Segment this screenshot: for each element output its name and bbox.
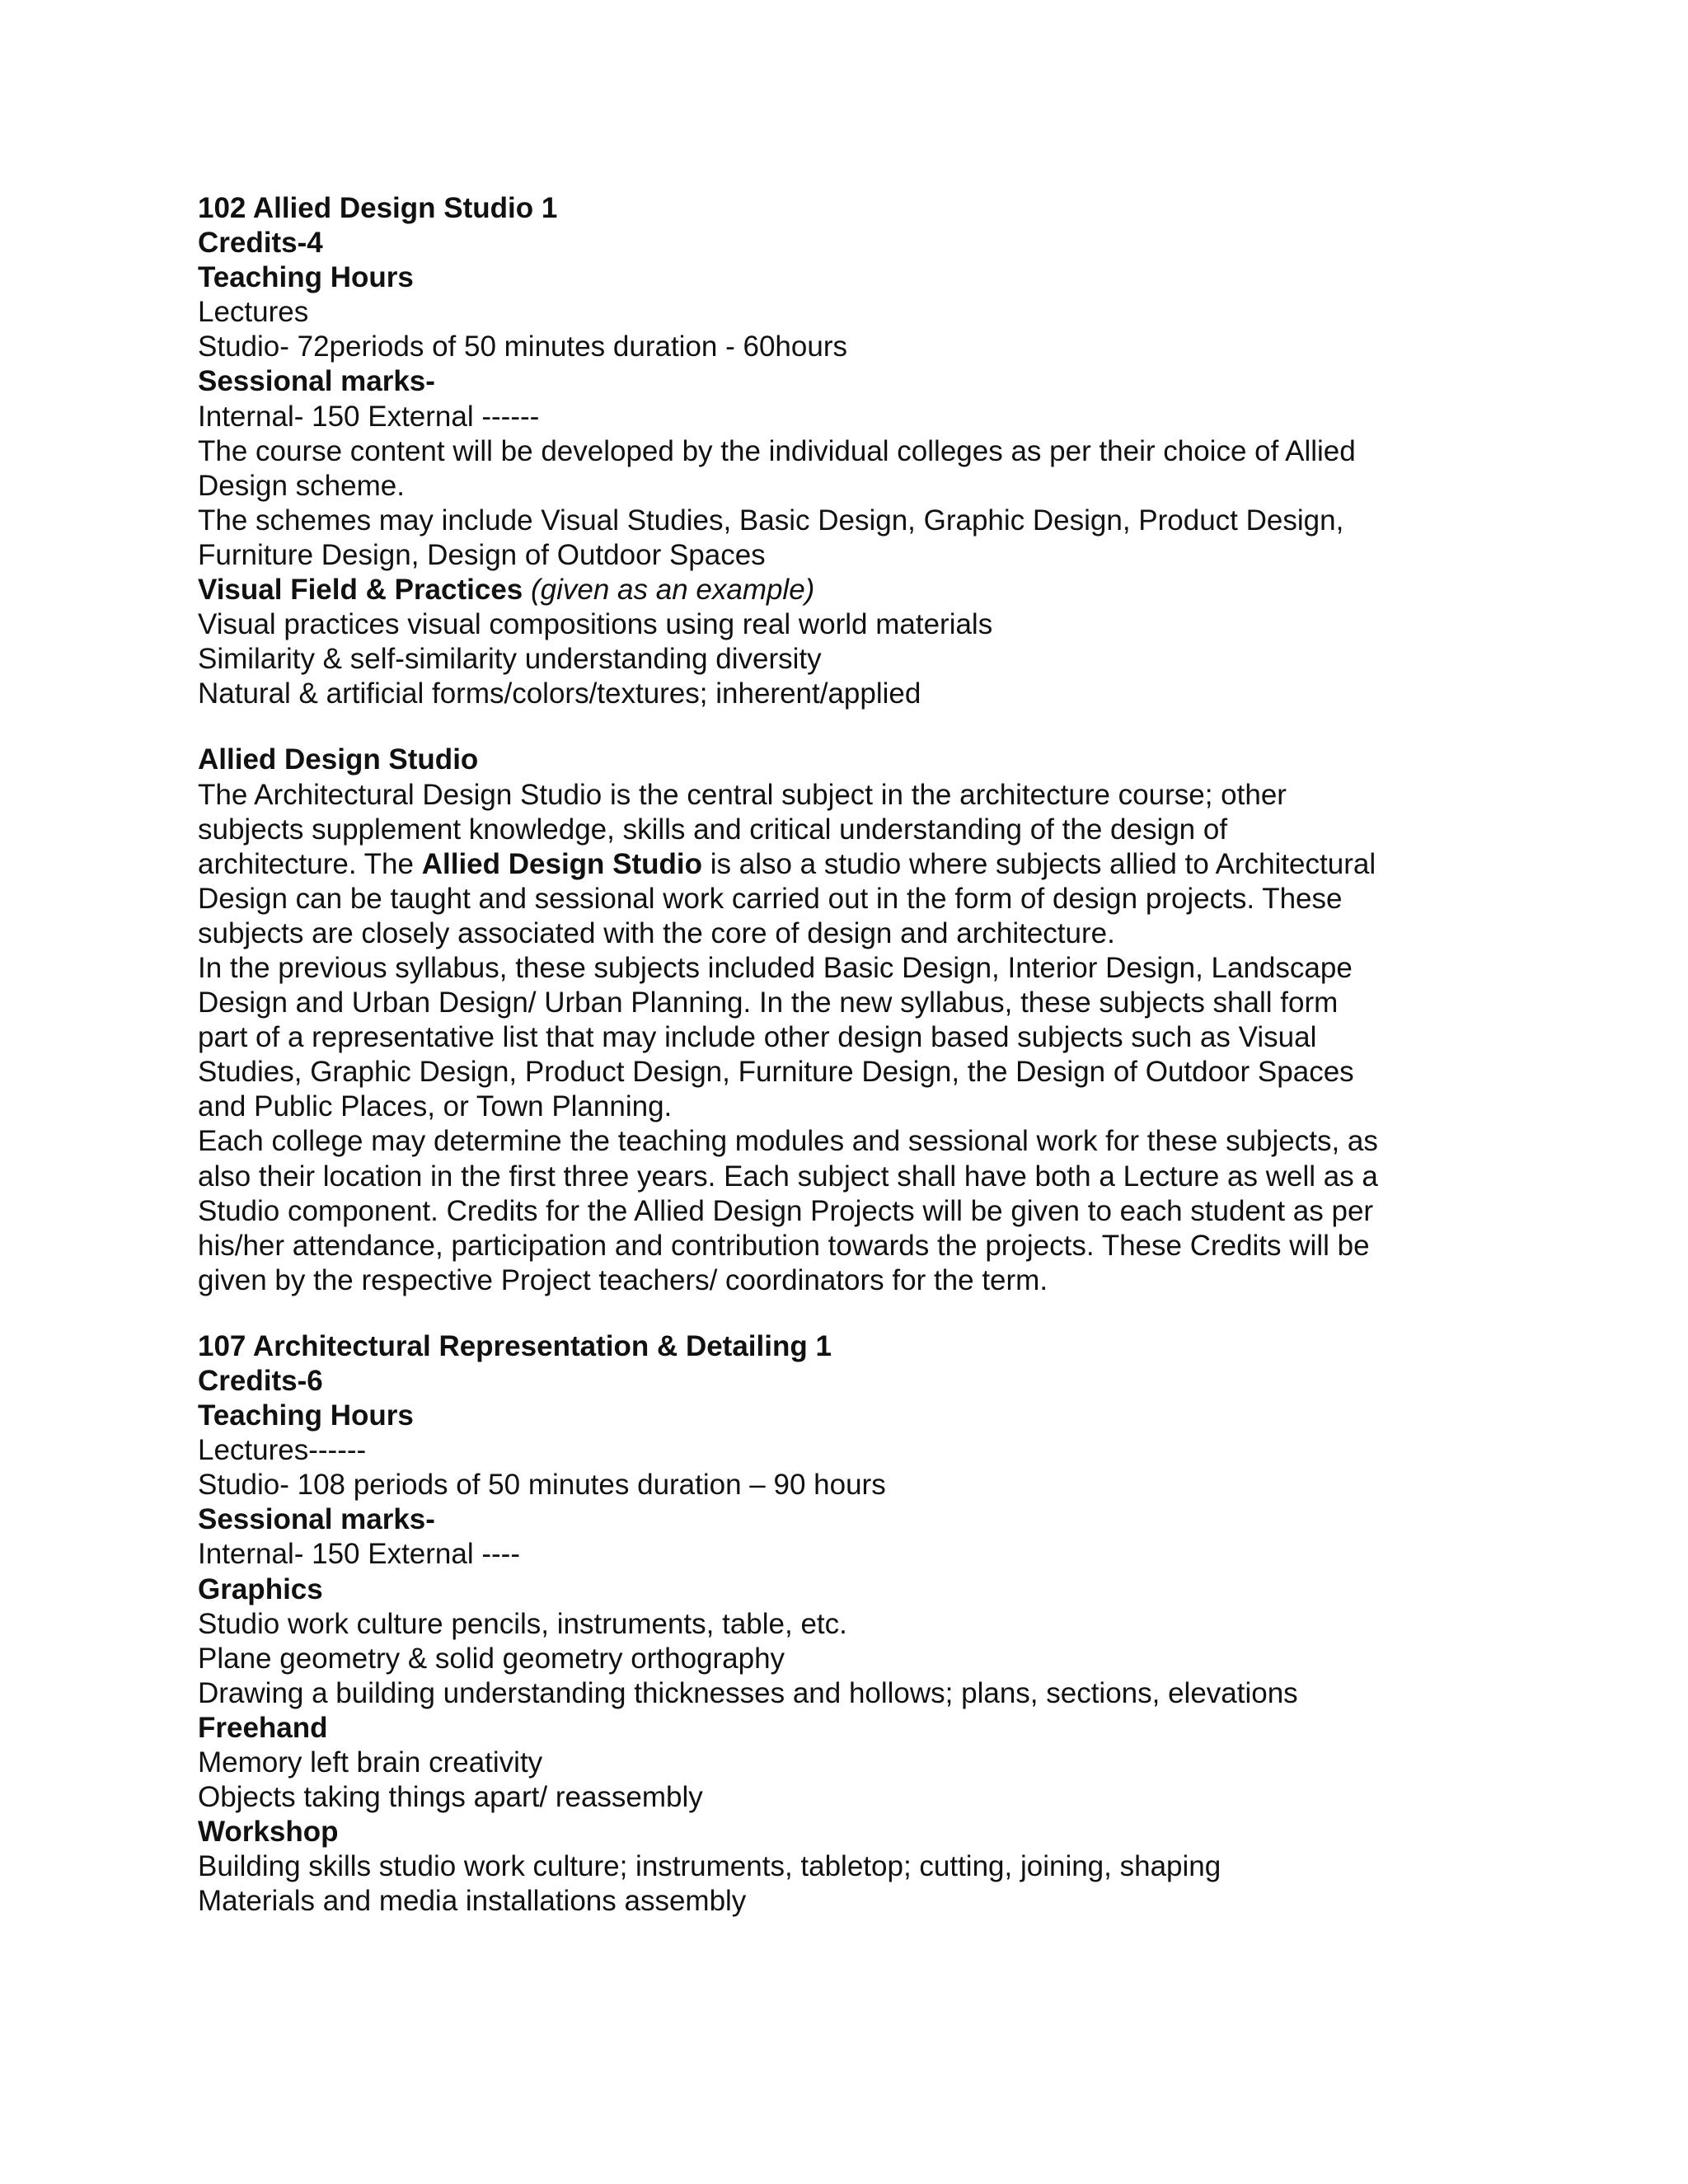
studio-line: Studio- 108 periods of 50 minutes duration – 90 hours [198,1469,886,1502]
paragraph-line: Design can be taught and sessional work carried out in the form of design projects. These [198,882,1343,915]
paragraph-line: Studies, Graphic Design, Product Design, Furniture Design, the Design of Outdoor Spaces [198,1056,1354,1089]
credits-label: Credits-4 [198,227,323,260]
list-item: Materials and media installations assembly [198,1885,747,1918]
list-item: Objects taking things apart/ reassembly [198,1781,703,1814]
paragraph-line: his/her attendance, participation and contribution towards the projects. These Credits will be [198,1229,1370,1262]
internal-external-line: Internal- 150 External ------ [198,400,540,433]
list-item: Similarity & self-similarity understanding diversity [198,643,822,676]
paragraph-line [198,847,1500,882]
workshop-heading: Workshop [198,1816,339,1849]
list-item: Plane geometry & solid geometry orthography [198,1642,785,1675]
paragraph-line: given by the respective Project teachers/ coordinators for the term. [198,1263,1048,1296]
paragraph-text: is also a studio where subjects allied to Architectural [702,847,1376,880]
schemes-text: The schemes may include Visual Studies, Basic Design, Graphic Design, Product Design, [198,504,1344,537]
internal-external-line: Internal- 150 External ---- [198,1538,520,1571]
list-item: Visual practices visual compositions using real world materials [198,608,993,641]
section-102-allied-design-studio [198,191,1500,711]
example-note: (given as an example) [523,574,815,607]
paragraph-line: subjects are closely associated with the core of design and architecture. [198,916,1115,949]
paragraph-line: and Public Places, or Town Planning. [198,1090,673,1123]
studio-line: Studio- 72periods of 50 minutes duration - 60hours [198,330,847,363]
list-item: Memory left brain creativity [198,1746,543,1779]
visual-field-heading: Visual Field & Practices [198,574,523,607]
paragraph-line: part of a representative list that may include other design based subjects such as Visual [198,1021,1317,1054]
paragraph-line: also their location in the first three years. Each subject shall have both a Lecture as well as a [198,1160,1378,1193]
document-page [198,191,1500,1919]
credits-label: Credits-6 [198,1365,323,1397]
sessional-marks-heading: Sessional marks- [198,365,435,398]
sessional-marks-heading: Sessional marks- [198,1503,435,1536]
course-title: 102 Allied Design Studio 1 [198,192,558,224]
list-item: Natural & artificial forms/colors/textures; inherent/applied [198,677,921,710]
schemes-text: Furniture Design, Design of Outdoor Spaces [198,538,766,571]
paragraph-line: The Architectural Design Studio is the central subject in the architecture course; other [198,778,1287,811]
freehand-heading: Freehand [198,1711,328,1744]
section-allied-design-studio [198,743,1500,1298]
teaching-hours-heading: Teaching Hours [198,1399,414,1432]
paragraph-text: architecture. The [198,847,422,880]
paragraph-line: Design and Urban Design/ Urban Planning. In the new syllabus, these subjects shall form [198,987,1339,1019]
teaching-hours-heading: Teaching Hours [198,261,414,294]
emphasis-text: Allied Design Studio [421,847,703,880]
graphics-heading: Graphics [198,1572,323,1605]
paragraph-line: subjects supplement knowledge, skills and critical understanding of the design of [198,813,1228,846]
section-gap [198,711,1500,743]
list-item: Studio work culture pencils, instruments, table, etc. [198,1607,847,1640]
section-heading: Allied Design Studio [198,743,479,776]
section-107-architectural-representation [198,1329,1500,1919]
paragraph-line: Each college may determine the teaching modules and sessional work for these subjects, as [198,1125,1378,1158]
lectures-line: Lectures------ [198,1434,367,1467]
section-gap [198,1298,1500,1329]
list-item: Building skills studio work culture; instruments, tabletop; cutting, joining, shaping [198,1850,1221,1883]
paragraph-line: In the previous syllabus, these subjects included Basic Design, Interior Design, Landscape [198,951,1353,984]
visual-field-line [198,573,1500,607]
content-text: Design scheme. [198,469,405,502]
paragraph-line: Studio component. Credits for the Allied Design Projects will be given to each student as per [198,1194,1374,1227]
course-title: 107 Architectural Representation & Detailing 1 [198,1329,832,1362]
list-item: Drawing a building understanding thicknesses and hollows; plans, sections, elevations [198,1676,1298,1709]
lectures-line: Lectures [198,296,309,329]
content-text: The course content will be developed by the individual colleges as per their choice of Allied [198,434,1356,467]
